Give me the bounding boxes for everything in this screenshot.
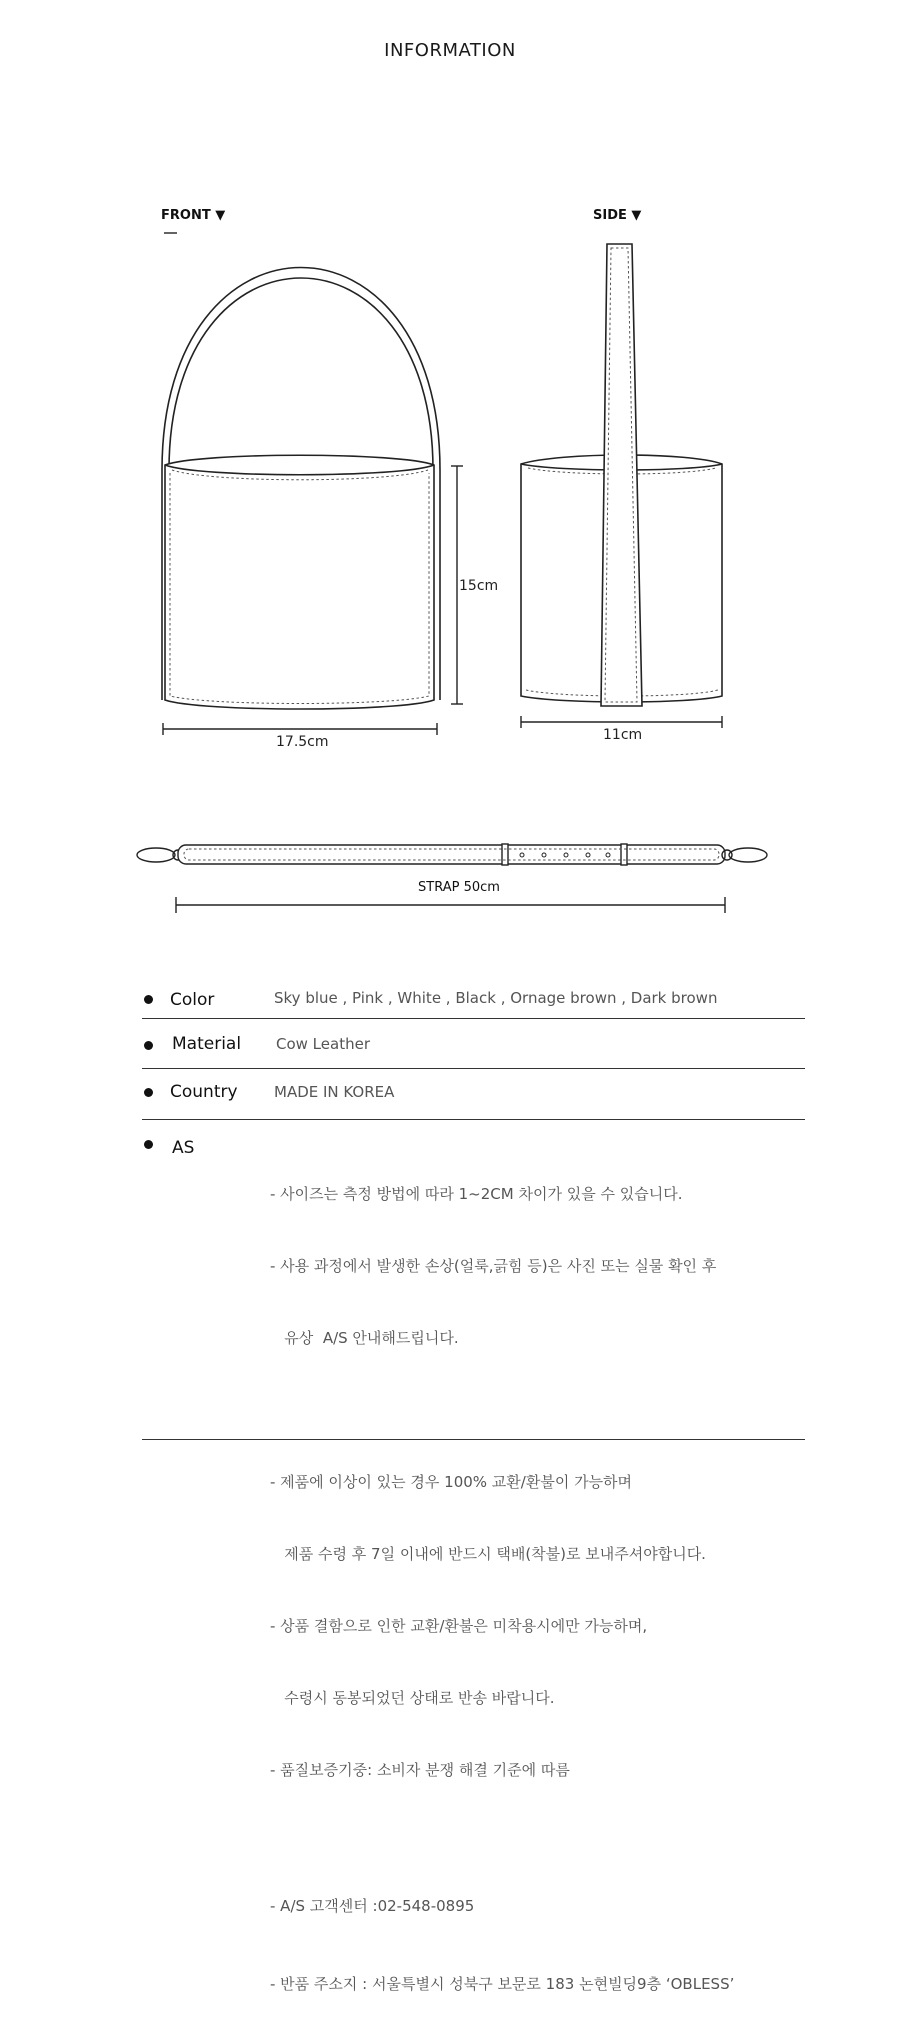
product-info-table <box>142 978 805 1993</box>
bullet-icon <box>144 1088 153 1097</box>
bullet-icon <box>144 1140 153 1149</box>
as-line: - 품질보증기중: 소비자 분쟁 해결 기준에 따름 <box>270 1761 570 1779</box>
front-height-label: 15cm <box>459 578 499 594</box>
info-row-color <box>142 978 805 1019</box>
strap-length-label: STRAP 50cm <box>418 880 500 895</box>
as-line: 유상 A/S 안내해드립니다. <box>270 1329 459 1347</box>
info-row-country <box>142 1069 805 1120</box>
info-row-material <box>142 1019 805 1069</box>
info-row-as <box>142 1120 805 1993</box>
strap-drawing <box>137 844 767 865</box>
as-line: - 상품 결함으로 인한 교환/환불은 미착용시에만 가능하며, <box>270 1617 648 1635</box>
material-value: Cow Leather <box>276 1035 370 1053</box>
color-value: Sky blue , Pink , White , Black , Ornage brown , Dark brown <box>274 989 718 1007</box>
as-line <box>270 1398 734 1422</box>
front-width-label: 17.5cm <box>276 734 329 750</box>
as-line: - A/S 고객센터 :02-548-0895 <box>270 1897 475 1915</box>
as-line: - 반품 주소지 : 서울특별시 성북구 보문로 183 논현빌딩9층 ‘OBLESS’ <box>270 1975 735 1993</box>
as-label: AS <box>172 1138 195 1158</box>
country-label: Country <box>170 1082 238 1102</box>
as-notice-text <box>270 1134 734 2044</box>
bullet-icon <box>144 1041 153 1050</box>
front-body <box>165 455 434 709</box>
as-line: - 제품에 이상이 있는 경우 100% 교환/환불이 가능하며 <box>270 1473 633 1491</box>
bullet-icon <box>144 995 153 1004</box>
front-view-label: FRONT ▼ <box>161 208 226 223</box>
material-label: Material <box>172 1034 242 1054</box>
as-line: - 사이즈는 측정 방법에 따라 1~2CM 차이가 있을 수 있습니다. <box>270 1185 683 1203</box>
color-label: Color <box>170 990 215 1010</box>
as-line: 수령시 동봉되었던 상태로 반송 바랍니다. <box>270 1689 555 1707</box>
as-line: - 사용 과정에서 발생한 손상(얼룩,긁힘 등)은 사진 또는 실물 확인 후 <box>270 1257 717 1275</box>
side-width-label: 11cm <box>603 727 643 743</box>
as-line: 제품 수령 후 7일 이내에 반드시 택배(착불)로 보내주셔야합니다. <box>270 1545 706 1563</box>
bag-diagram <box>0 0 900 930</box>
page-title: INFORMATION <box>384 40 516 61</box>
side-view-label: SIDE ▼ <box>593 208 642 223</box>
country-value: MADE IN KOREA <box>274 1083 395 1101</box>
as-line <box>270 1830 734 1846</box>
